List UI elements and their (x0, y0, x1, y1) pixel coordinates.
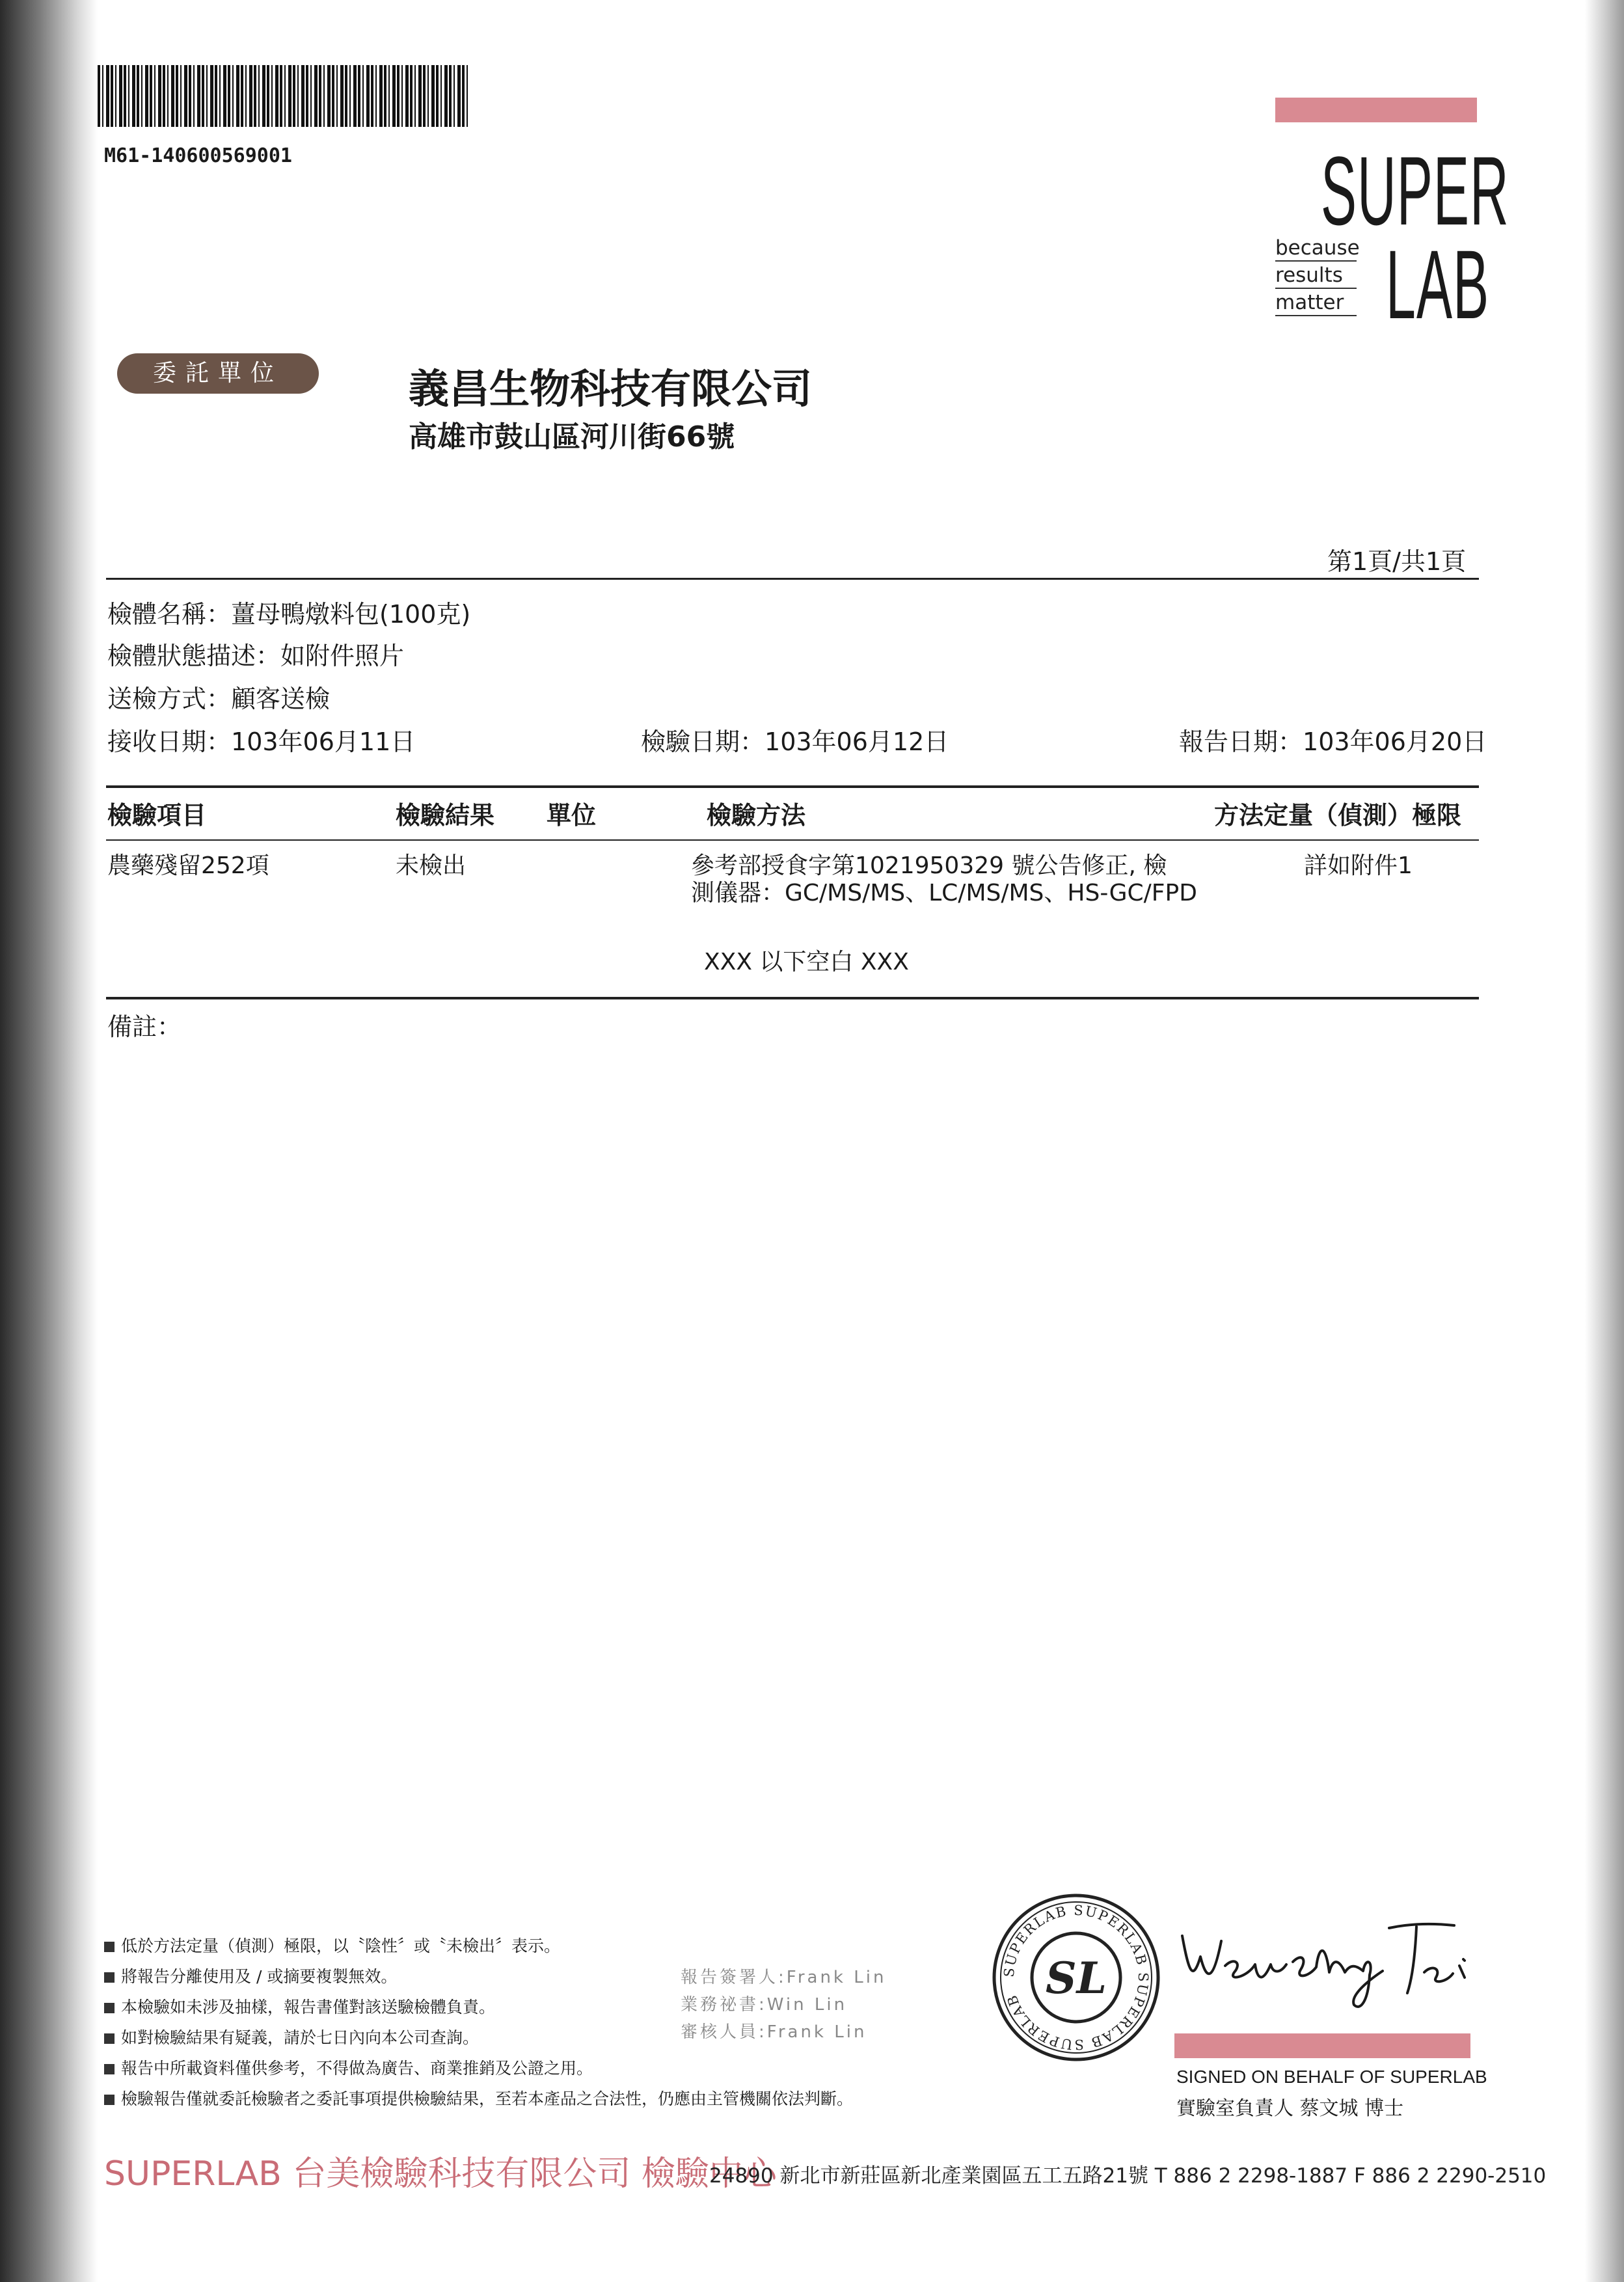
page-indicator: 第1頁/共1頁 (1327, 547, 1467, 576)
footer-brand: SUPERLAB 台美檢驗科技有限公司 檢驗中心 (104, 2154, 777, 2194)
report-date-row (1179, 727, 1487, 756)
signatory-secretary: 業務祕書:Win Lin (681, 1995, 848, 2015)
footnote-item: 如對檢驗結果有疑義，請於七日內向本公司查詢。 (104, 2028, 853, 2048)
sample-name-value: 薑母鴨燉料包(100克) (231, 600, 471, 629)
signatory-report-signer: 報告簽署人:Frank Lin (681, 1968, 887, 1987)
seal-center-text: SL (1045, 1953, 1107, 2004)
row-method-line2: 測儀器：GC/MS/MS、LC/MS/MS、HS-GC/FPD (691, 880, 1197, 906)
logo-tagline-2: results (1275, 263, 1357, 289)
report-date-label: 報告日期： (1179, 727, 1303, 756)
received-date-row (107, 727, 415, 756)
table-rule-top (106, 785, 1479, 788)
handwritten-signature (1174, 1910, 1480, 2024)
row-result: 未檢出 (396, 852, 467, 879)
sample-state-value: 如附件照片 (280, 642, 405, 670)
signatory-list (681, 1964, 886, 2046)
received-date-value: 103年06月11日 (231, 727, 416, 756)
signature-accent-bar (1174, 2033, 1470, 2058)
report-date-value: 103年06月20日 (1303, 727, 1487, 756)
delivery-value: 顧客送檢 (231, 685, 331, 713)
row-method-line1: 參考部授食字第1021950329 號公告修正, 檢 (691, 852, 1167, 879)
table-rule-header (106, 839, 1479, 841)
sample-state-row (107, 642, 404, 670)
test-date-value: 103年06月12日 (765, 727, 949, 756)
table-rule-bottom (106, 997, 1479, 999)
signed-on-behalf: SIGNED ON BEHALF OF SUPERLAB (1176, 2067, 1487, 2087)
footnote-item: 報告中所載資料僅供參考，不得做為廣告、商業推銷及公證之用。 (104, 2059, 853, 2078)
test-date-label: 檢驗日期： (641, 727, 765, 756)
sample-state-label: 檢體狀態描述： (107, 642, 281, 670)
scan-shadow-right (1585, 0, 1624, 2282)
footnote-item: 低於方法定量（偵測）極限，以〝陰性〞或〝未檢出〞表示。 (104, 1936, 853, 1956)
signatory-reviewer: 審核人員:Frank Lin (681, 2022, 867, 2042)
client-address: 高雄市鼓山區河川街66號 (409, 420, 735, 454)
client-badge: 委託單位 (117, 353, 319, 394)
logo-tagline-1: because (1275, 236, 1357, 262)
logo-tagline-3: matter (1275, 290, 1357, 316)
logo-word-lab: LAB (1386, 230, 1490, 339)
report-id: M61-140600569001 (104, 144, 292, 167)
received-date-label: 接收日期： (107, 727, 232, 756)
remarks-label: 備註： (107, 1012, 182, 1041)
footer-address: 24890 新北市新莊區新北產業園區五工五路21號 T 886 2 2298-1887 F 886 2 2290-2510 (709, 2164, 1547, 2188)
header-result: 檢驗結果 (396, 801, 495, 830)
header-unit: 單位 (547, 801, 597, 830)
barcode (98, 65, 468, 127)
row-limit: 詳如附件1 (1304, 852, 1413, 879)
header-limit: 方法定量（偵測）極限 (1214, 801, 1462, 830)
sample-name-label: 檢體名稱： (107, 600, 232, 629)
end-marker: XXX 以下空白 XXX (704, 949, 909, 975)
divider-top (106, 578, 1479, 580)
footnote-item: 本檢驗如未涉及抽樣，報告書僅對該送驗檢體負責。 (104, 1998, 853, 2017)
logo-accent-bar (1275, 98, 1477, 122)
header-method: 檢驗方法 (707, 801, 806, 830)
test-date-row (641, 727, 949, 756)
sample-name-row (107, 600, 470, 629)
footnote-item: 將報告分離使用及 / 或摘要複製無效。 (104, 1967, 853, 1987)
logo-word-super: SUPER (1321, 136, 1509, 245)
superlab-seal (991, 1892, 1161, 2063)
delivery-row (107, 685, 330, 713)
header-item: 檢驗項目 (107, 801, 207, 830)
delivery-label: 送檢方式： (107, 685, 232, 713)
row-item: 農藥殘留252項 (107, 852, 269, 879)
signer-title: 實驗室負責人 蔡文城 博士 (1176, 2097, 1404, 2120)
scan-shadow-left (0, 0, 98, 2282)
client-company: 義昌生物科技有限公司 (409, 365, 813, 413)
seal-ring-text: SUPERLAB SUPERLAB SUPERLAB SUPERLAB (1001, 1902, 1152, 2053)
footnote-item: 檢驗報告僅就委託檢驗者之委託事項提供檢驗結果，至若本產品之合法性，仍應由主管機關依法判斷。 (104, 2089, 853, 2109)
